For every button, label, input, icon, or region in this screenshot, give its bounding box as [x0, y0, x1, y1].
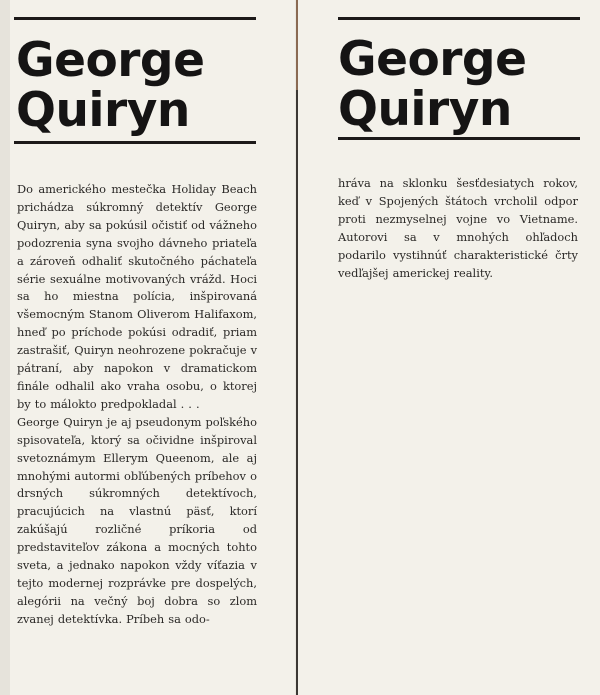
blurb-paragraph: hráva na sklonku šesťdesiatych rokov, keď v Spojených štátoch vrcholil odpor proti nezmyselnej vojne vo Vietname. Autorovi sa v mnohých ohľadoch podarilo vystihnúť charakteristické črty vedľajšej americkej reality. [338, 176, 578, 280]
title-rule-top [14, 17, 256, 20]
author-title [338, 32, 527, 137]
title-line-first: George [338, 32, 527, 87]
title-line-first: George [16, 33, 205, 88]
blurb-paragraph: Do amerického mestečka Holiday Beach prichádza súkromný detektív George Quiryn, aby sa pokúsil očistiť od vážneho podozrenia syna svojho dávneho priateľa a zároveň odhaliť skutočného páchateľa série sexuálne motivovaných vrážd. Hoci sa ho miestna polícia, inšpirovaná všemocným Stanom Oliverom Halifaxom, hneď po príchode pokúsi odradiť, priam zastrašiť, Quiryn neohrozene pokračuje v pátraní, aby napokon v dramatickom finále odhalil ako vraha osobu, o ktorej by to málokto predpokladal . . . [17, 182, 257, 411]
left-flap [10, 0, 295, 695]
title-rule-bottom [14, 141, 256, 144]
right-flap [296, 0, 600, 695]
title-rule-bottom [338, 137, 580, 140]
title-rule-top [338, 17, 580, 20]
title-line-last: Quiryn [338, 82, 512, 137]
blurb-text [17, 181, 257, 629]
title-line-last: Quiryn [16, 83, 190, 138]
blurb-paragraph: George Quiryn je aj pseudonym poľského spisovateľa, ktorý sa očividne inšpiroval svetoznámym Ellerym Queenom, ale aj mnohými autormi obľúbených príbehov o drsných súkromných detektívoch, pracujúcich na vlastnú päsť, ktorí zakúšajú rozličné príkoria od predstaviteľov zákona a mocných tohto sveta, a jednako napokon vždy víťazia v tejto modernej rozprávke pre dospelých, alegórii na večný boj dobra so zlom zvanej detektívka. Príbeh sa odo- [17, 414, 257, 626]
blurb-text [338, 175, 578, 282]
author-title [16, 33, 205, 138]
